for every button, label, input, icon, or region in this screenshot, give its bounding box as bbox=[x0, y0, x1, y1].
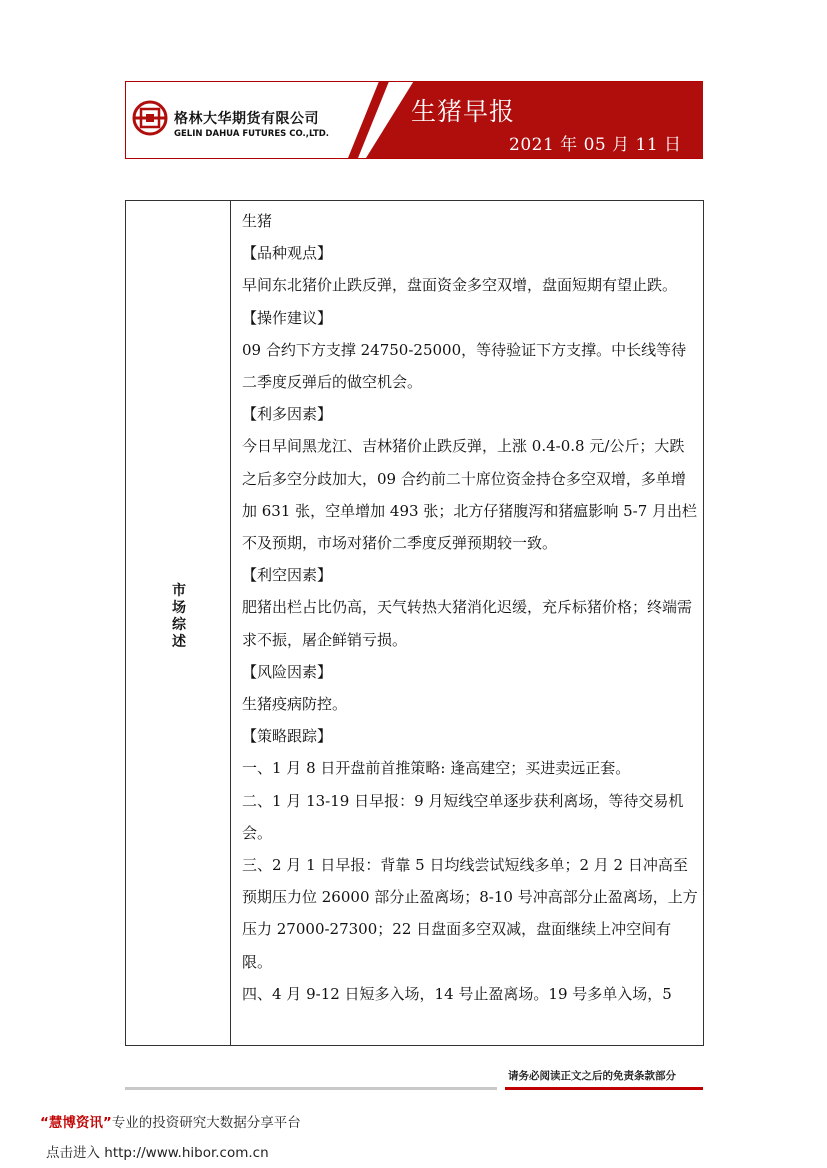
strategy-item-3: 三、2 月 1 日早报：背靠 5 日均线尝试短线多单；2 月 2 日冲高至预期压力位 26000 部分止盈离场；8-10 号冲高部分止盈离场，上方压力 27000-27300；22 日盘面多空双减，盘面继续上冲空间有限。 bbox=[242, 856, 698, 971]
company-logo-icon bbox=[132, 100, 168, 136]
section-heading-view: 【品种观点】 bbox=[242, 244, 333, 263]
company-name-en: GELIN DAHUA FUTURES CO.,LTD. bbox=[174, 129, 330, 139]
disclaimer-note: 请务必阅读正文之后的免责条款部分 bbox=[508, 1070, 676, 1082]
report-date: 2021 年 05 月 11 日 bbox=[509, 135, 682, 155]
section-heading-advice: 【操作建议】 bbox=[242, 308, 333, 327]
view-text: 早间东北猪价止跌反弹，盘面资金多空双增，盘面短期有望止跌。 bbox=[242, 276, 678, 295]
footer-rule-grey bbox=[125, 1087, 497, 1090]
bearish-text: 肥猪出栏占比仍高，天气转热大猪消化迟缓，充斥标猪价格；终端需求不振，屠企鲜销亏损。 bbox=[242, 598, 693, 649]
promo-brand: “慧博资讯” bbox=[40, 1115, 112, 1131]
market-summary-table bbox=[125, 200, 704, 1046]
company-name-cn: 格林大华期货有限公司 bbox=[174, 111, 319, 127]
footer-rule-red bbox=[505, 1087, 703, 1090]
report-header bbox=[125, 81, 703, 159]
strategy-item-1: 一、1 月 8 日开盘前首推策略: 逢高建空；买进卖远正套。 bbox=[242, 759, 631, 778]
report-title: 生猪早报 bbox=[411, 97, 516, 126]
product-name: 生猪 bbox=[242, 212, 273, 230]
promo-line bbox=[40, 1111, 301, 1131]
promo-text: 专业的投资研究大数据分享平台 bbox=[111, 1115, 301, 1131]
strategy-item-4: 四、4 月 9-12 日短多入场，14 号止盈离场。19 号多单入场，5 bbox=[242, 984, 672, 1003]
section-heading-bullish: 【利多因素】 bbox=[242, 405, 333, 424]
risk-text: 生猪疫病防控。 bbox=[242, 695, 348, 714]
category-column bbox=[126, 201, 231, 1045]
advice-text: 09 合约下方支撑 24750-25000，等待验证下方支撑。中长线等待二季度反弹后的做空机会。 bbox=[242, 340, 687, 392]
section-heading-risk: 【风险因素】 bbox=[242, 662, 333, 681]
strategy-item-2: 二、1 月 13-19 日早报：9 月短线空单逐步获利离场，等待交易机会。 bbox=[242, 791, 684, 842]
section-heading-strategy: 【策略跟踪】 bbox=[242, 727, 333, 746]
footer-rule bbox=[125, 1087, 703, 1090]
hibor-link[interactable]: 点击进入 http://www.hibor.com.cn bbox=[46, 1145, 269, 1161]
bullish-text: 今日早间黑龙江、吉林猪价止跌反弹，上涨 0.4-0.8 元/公斤；大跌之后多空分歧加大，09 合约前二十席位资金持仓多空双增，多单增加 631 张，空单增加 493 张；北方仔猪腹泻和猪瘟影响 5-7 月出栏不及预期，市场对猪价二季度反弹预期较一致。 bbox=[242, 437, 698, 553]
category-label: 市场综述 bbox=[172, 583, 186, 650]
summary-content bbox=[242, 205, 698, 1010]
section-heading-bearish: 【利空因素】 bbox=[242, 566, 333, 585]
